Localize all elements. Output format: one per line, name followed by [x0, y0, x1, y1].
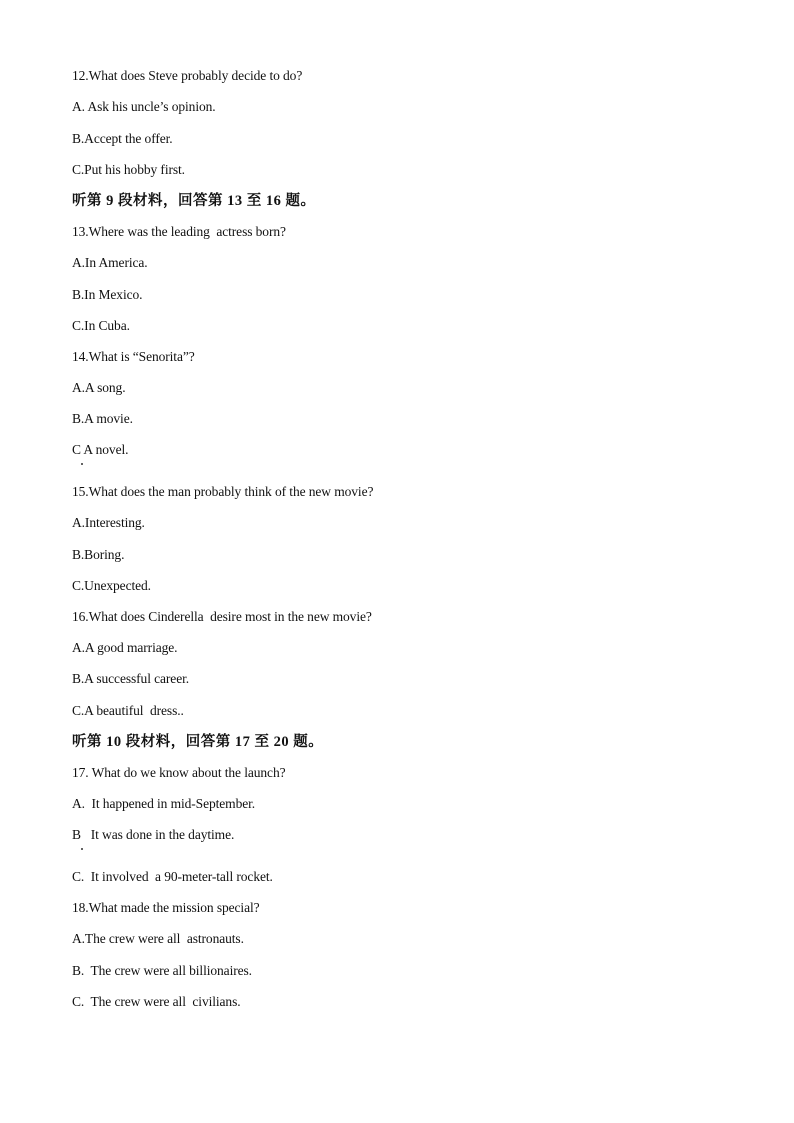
question-18-option-a: A.The crew were all astronauts.: [72, 931, 244, 946]
question-17-option-a: A. It happened in mid-September.: [72, 796, 256, 811]
question-16-option-a: A.A good marriage.: [72, 640, 178, 655]
question-18-option-c: C. The crew were all civilians.: [72, 994, 241, 1009]
question-18-option-b: B. The crew were all billionaires.: [72, 963, 252, 978]
question-12-option-a: A. Ask his uncle’s opinion.: [72, 99, 216, 114]
question-12: 12.What does Steve probably decide to do?: [72, 68, 303, 83]
question-16-option-c: C.A beautiful dress..: [72, 703, 184, 718]
question-13-option-a: A.In America.: [72, 255, 148, 270]
question-14: 14.What is “Senorita”?: [72, 349, 195, 364]
question-16-option-b: B.A successful career.: [72, 671, 190, 686]
question-15-option-c: C.Unexpected.: [72, 578, 151, 593]
question-17-option-c: C. It involved a 90-meter-tall rocket.: [72, 869, 273, 884]
question-15: 15.What does the man probably think of the new movie?: [72, 484, 374, 499]
question-18: 18.What made the mission special?: [72, 900, 260, 915]
question-12-option-c: C.Put his hobby first.: [72, 162, 185, 177]
section-heading-9: 听第 9 段材料，回答第 13 至 16 题。: [72, 193, 316, 209]
question-14-option-b: B.A movie.: [72, 411, 133, 426]
stray-mark: [81, 463, 83, 465]
section-heading-10: 听第 10 段材料，回答第 17 至 20 题。: [72, 734, 324, 750]
question-13: 13.Where was the leading actress born?: [72, 224, 286, 239]
question-14-option-a: A.A song.: [72, 380, 126, 395]
question-16: 16.What does Cinderella desire most in the new movie?: [72, 609, 372, 624]
question-15-option-b: B.Boring.: [72, 547, 125, 562]
question-13-option-b: B.In Mexico.: [72, 287, 143, 302]
question-17: 17. What do we know about the launch?: [72, 765, 286, 780]
question-15-option-a: A.Interesting.: [72, 515, 145, 530]
question-17-option-b: B It was done in the daytime.: [72, 827, 235, 842]
question-14-option-c: C A novel.: [72, 442, 129, 457]
question-13-option-c: C.In Cuba.: [72, 318, 130, 333]
question-12-option-b: B.Accept the offer.: [72, 131, 173, 146]
stray-mark: [81, 848, 83, 850]
